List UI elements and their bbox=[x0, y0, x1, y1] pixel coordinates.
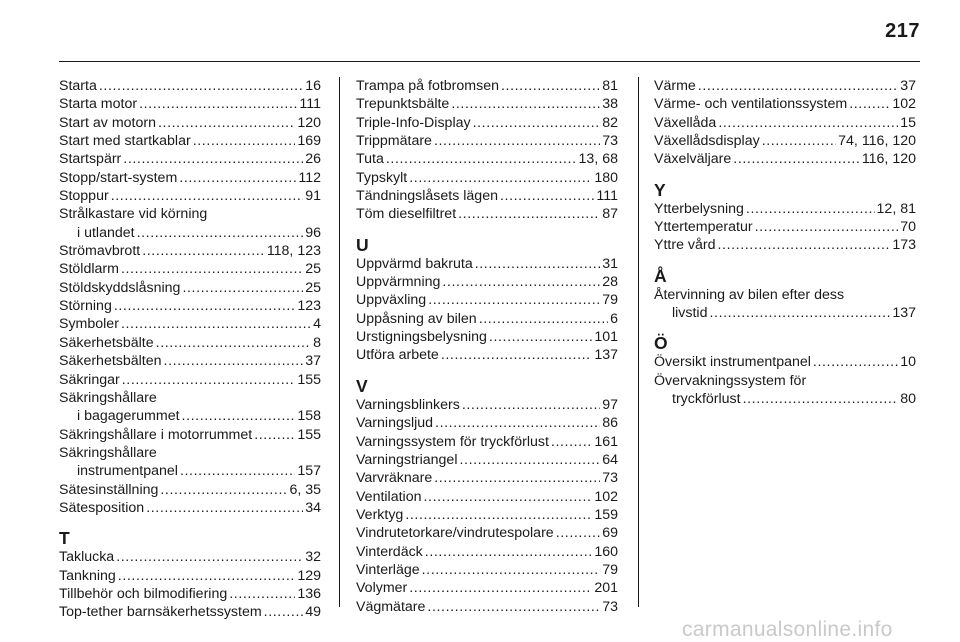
index-entry-label: Volymer bbox=[356, 580, 408, 597]
header-rule bbox=[59, 61, 920, 62]
index-entry bbox=[356, 506, 618, 524]
dot-leader bbox=[160, 481, 287, 499]
index-entry-label: Uppvärmning bbox=[356, 274, 441, 291]
index-entry bbox=[356, 95, 618, 113]
index-entry-label: Vindrutetorkare/vindrutespolare bbox=[356, 525, 554, 542]
dot-leader bbox=[99, 77, 303, 95]
index-entry bbox=[356, 451, 618, 469]
dot-leader bbox=[156, 334, 311, 352]
dot-leader bbox=[409, 579, 592, 597]
index-entry-page: 26 bbox=[305, 151, 321, 168]
index-entry-page: 137 bbox=[594, 347, 618, 364]
index-entry bbox=[356, 132, 618, 150]
index-entry bbox=[59, 603, 321, 621]
dot-leader bbox=[500, 187, 594, 205]
index-entry bbox=[356, 469, 618, 487]
index-entry-page: 10 bbox=[900, 354, 916, 371]
index-entry-label: Utföra arbete bbox=[356, 347, 439, 364]
index-entry-page: 87 bbox=[602, 206, 618, 223]
index-entry bbox=[59, 352, 321, 370]
index-entry-heading: Säkringshållare bbox=[59, 444, 157, 461]
index-entry-label: Tuta bbox=[356, 151, 384, 168]
index-entry-label: tryckförlust bbox=[672, 391, 741, 408]
dot-leader bbox=[428, 291, 600, 309]
index-entry-page: 12, 81 bbox=[876, 200, 916, 217]
index-entry-label: Växellådsdisplay bbox=[654, 133, 760, 150]
index-entry-label: Symboler bbox=[59, 316, 119, 333]
index-entry bbox=[59, 462, 321, 480]
index-entry bbox=[356, 433, 618, 451]
index-entry-label: Typskylt bbox=[356, 169, 408, 186]
index-entry-page: 6, 35 bbox=[289, 481, 321, 498]
index-entry-label: Start av motorn bbox=[59, 114, 156, 131]
index-entry-page: 69 bbox=[602, 525, 618, 542]
index-entry-page: 34 bbox=[305, 499, 321, 516]
dot-leader bbox=[121, 315, 311, 333]
index-entry-label: Urstigningsbelysning bbox=[356, 329, 487, 346]
index-entry bbox=[654, 218, 916, 236]
index-entry-page: 25 bbox=[305, 279, 321, 296]
index-entry-label: Trepunktsbälte bbox=[356, 96, 450, 113]
dot-leader bbox=[179, 169, 296, 187]
index-entry-label: i utlandet bbox=[77, 224, 135, 241]
index-entry bbox=[59, 548, 321, 566]
index-column-3 bbox=[654, 77, 916, 408]
dot-leader bbox=[462, 396, 600, 414]
index-entry-page: 123 bbox=[297, 298, 321, 315]
index-entry-label: instrumentpanel bbox=[77, 463, 178, 480]
index-entry bbox=[356, 579, 618, 597]
dot-leader bbox=[451, 95, 600, 113]
index-entry-label: Vinterdäck bbox=[356, 543, 423, 560]
index-entry-label: Säkringar bbox=[59, 371, 120, 388]
index-entry-page: 73 bbox=[602, 470, 618, 487]
index-entry bbox=[356, 291, 618, 309]
dot-leader bbox=[459, 451, 600, 469]
index-entry bbox=[356, 346, 618, 364]
index-entry-label: Start med startkablar bbox=[59, 133, 191, 150]
index-entry-page: 102 bbox=[892, 96, 916, 113]
index-entry-heading: Säkringshållare bbox=[59, 389, 157, 406]
index-entry-page: 37 bbox=[305, 353, 321, 370]
dot-leader bbox=[813, 353, 898, 371]
index-entry-page: 32 bbox=[305, 549, 321, 566]
dot-leader bbox=[114, 297, 295, 315]
index-entry-label: Strömavbrott bbox=[59, 243, 141, 260]
dot-leader bbox=[123, 150, 303, 168]
index-entry bbox=[356, 414, 618, 432]
index-entry-page: 96 bbox=[305, 224, 321, 241]
index-entry bbox=[654, 132, 916, 150]
index-entry-label: Vinterläge bbox=[356, 561, 420, 578]
index-entry-label: Tankning bbox=[59, 567, 116, 584]
index-entry bbox=[59, 150, 321, 168]
index-entry bbox=[59, 585, 321, 603]
index-entry-page: 79 bbox=[602, 292, 618, 309]
dot-leader bbox=[229, 585, 295, 603]
index-entry-page: 169 bbox=[297, 133, 321, 150]
index-entry-page: 64 bbox=[602, 451, 618, 468]
index-entry bbox=[59, 260, 321, 278]
index-entry-page: 81 bbox=[602, 78, 618, 94]
column-divider bbox=[339, 77, 340, 607]
dot-leader bbox=[709, 304, 890, 322]
dot-leader bbox=[441, 346, 593, 364]
index-entry-page: 28 bbox=[602, 274, 618, 291]
column-divider bbox=[638, 77, 639, 607]
index-entry-label: Översikt instrumentpanel bbox=[654, 354, 811, 371]
dot-leader bbox=[158, 114, 295, 132]
index-entry-label: Stöldlarm bbox=[59, 261, 119, 278]
index-entry bbox=[59, 499, 321, 517]
index-entry-page: 49 bbox=[305, 604, 321, 621]
index-entry-page: 155 bbox=[297, 371, 321, 388]
dot-leader bbox=[111, 187, 304, 205]
index-entry bbox=[356, 524, 618, 542]
dot-leader bbox=[489, 328, 592, 346]
index-entry-label: Varningsblinkers bbox=[356, 396, 460, 413]
dot-leader bbox=[556, 524, 601, 542]
index-entry-heading: Strålkastare vid körning bbox=[59, 206, 208, 223]
index-entry-page: 79 bbox=[602, 561, 618, 578]
index-entry-page: 111 bbox=[596, 188, 618, 205]
dot-leader bbox=[442, 273, 600, 291]
index-entry-label: Säkerhetsbälte bbox=[59, 334, 154, 351]
index-entry-label: Varningstriangel bbox=[356, 451, 458, 468]
index-entry-label: Stoppur bbox=[59, 188, 109, 205]
dot-leader bbox=[118, 567, 296, 585]
index-entry-label: Tillbehör och bilmodifiering bbox=[59, 585, 228, 602]
index-entry-page: 129 bbox=[297, 567, 321, 584]
index-entry bbox=[356, 77, 618, 95]
index-entry-label: livstid bbox=[672, 305, 708, 322]
index-entry-page: 136 bbox=[297, 585, 321, 602]
dot-leader bbox=[473, 114, 601, 132]
index-entry-label: Ytterbelysning bbox=[654, 200, 744, 217]
index-entry bbox=[59, 279, 321, 297]
index-entry bbox=[59, 77, 321, 95]
index-entry bbox=[356, 150, 618, 168]
index-entry bbox=[356, 114, 618, 132]
index-entry-page: 158 bbox=[297, 408, 321, 425]
index-entry-label: Värme- och ventilationssystem bbox=[654, 96, 848, 113]
dot-leader bbox=[733, 150, 860, 168]
index-entry bbox=[59, 132, 321, 150]
dot-leader bbox=[501, 77, 600, 95]
index-entry-page: 180 bbox=[594, 169, 618, 186]
index-entry-page: 157 bbox=[297, 463, 321, 480]
index-entry-page: 111 bbox=[299, 96, 321, 113]
index-entry-label: Stöldskyddslåsning bbox=[59, 279, 181, 296]
dot-leader bbox=[386, 150, 577, 168]
index-entry bbox=[356, 187, 618, 205]
dot-leader bbox=[755, 218, 899, 236]
index-entry-label: Uppvärmd bakruta bbox=[356, 255, 473, 272]
index-entry-page: 201 bbox=[594, 580, 618, 597]
index-entry bbox=[356, 598, 618, 616]
index-entry-page: 16 bbox=[305, 78, 321, 94]
index-entry-page: 13, 68 bbox=[578, 151, 618, 168]
index-entry-page: 161 bbox=[594, 433, 618, 450]
section-letter: Y bbox=[654, 179, 666, 200]
dot-leader bbox=[743, 390, 899, 408]
section-letter: U bbox=[356, 234, 369, 255]
index-entry-label: Starta bbox=[59, 78, 97, 94]
index-entry-label: Trampa på fotbromsen bbox=[356, 78, 499, 94]
dot-leader bbox=[434, 469, 600, 487]
index-column-1 bbox=[59, 77, 321, 622]
dot-leader bbox=[551, 433, 592, 451]
index-entry bbox=[356, 255, 618, 273]
index-entry-label: Växellåda bbox=[654, 114, 717, 131]
dot-leader bbox=[193, 132, 296, 150]
index-entry-page: 80 bbox=[900, 391, 916, 408]
dot-leader bbox=[425, 543, 593, 561]
index-entry-label: Säkerhetsbälten bbox=[59, 353, 162, 370]
dot-leader bbox=[122, 371, 296, 389]
dot-leader bbox=[180, 462, 295, 480]
index-entry-label: Sätesinställning bbox=[59, 481, 159, 498]
index-entry bbox=[654, 236, 916, 254]
index-entry-page: 86 bbox=[602, 415, 618, 432]
index-entry-page: 38 bbox=[602, 96, 618, 113]
index-entry-page: 6 bbox=[610, 310, 618, 327]
dot-leader bbox=[458, 205, 600, 223]
index-entry-label: Starta motor bbox=[59, 96, 138, 113]
index-entry bbox=[59, 224, 321, 242]
index-entry bbox=[59, 334, 321, 352]
index-entry-page: 31 bbox=[602, 255, 618, 272]
index-entry bbox=[59, 169, 321, 187]
index-entry-label: Tändningslåsets lägen bbox=[356, 188, 498, 205]
section-letter: T bbox=[59, 528, 70, 549]
index-entry-label: Trippmätare bbox=[356, 133, 432, 150]
index-entry-page: 15 bbox=[900, 114, 916, 131]
dot-leader bbox=[746, 200, 875, 218]
index-entry bbox=[654, 95, 916, 113]
index-entry-page: 159 bbox=[594, 506, 618, 523]
index-entry-page: 173 bbox=[892, 237, 916, 254]
index-entry-label: Störning bbox=[59, 298, 112, 315]
dot-leader bbox=[422, 561, 601, 579]
index-entry-page: 118, 123 bbox=[266, 243, 321, 260]
index-entry bbox=[59, 187, 321, 205]
dot-leader bbox=[435, 414, 600, 432]
dot-leader bbox=[121, 260, 303, 278]
index-entry bbox=[654, 150, 916, 168]
index-entry-label: Töm dieselfiltret bbox=[356, 206, 457, 223]
index-entry-label: Växelväljare bbox=[654, 151, 732, 168]
page-number: 217 bbox=[885, 20, 920, 42]
index-entry-page: 120 bbox=[297, 114, 321, 131]
index-entry-label: Säkringshållare i motorrummet bbox=[59, 426, 253, 443]
index-entry bbox=[654, 114, 916, 132]
dot-leader bbox=[182, 407, 296, 425]
index-entry bbox=[356, 543, 618, 561]
index-entry-label: Taklucka bbox=[59, 549, 115, 566]
index-entry bbox=[356, 396, 618, 414]
dot-leader bbox=[762, 132, 836, 150]
index-entry-label: Uppväxling bbox=[356, 292, 427, 309]
index-entry bbox=[356, 205, 618, 223]
index-entry-page: 102 bbox=[594, 488, 618, 505]
section-letter: V bbox=[356, 375, 368, 396]
index-entry-label: Varvräknare bbox=[356, 470, 433, 487]
index-entry-page: 4 bbox=[313, 316, 321, 333]
index-entry-heading: Övervakningssystem för bbox=[654, 372, 807, 389]
index-entry-label: i bagagerummet bbox=[77, 408, 180, 425]
index-entry bbox=[59, 297, 321, 315]
index-entry bbox=[654, 77, 916, 95]
index-entry bbox=[59, 95, 321, 113]
index-entry bbox=[59, 407, 321, 425]
index-entry bbox=[59, 481, 321, 499]
index-entry-page: 101 bbox=[594, 329, 618, 346]
dot-leader bbox=[718, 236, 891, 254]
watermark: carmanualsonline.info bbox=[682, 618, 893, 641]
index-entry-label: Ventilation bbox=[356, 488, 422, 505]
dot-leader bbox=[849, 95, 890, 113]
dot-leader bbox=[139, 95, 297, 113]
index-entry bbox=[356, 561, 618, 579]
index-entry-page: 25 bbox=[305, 261, 321, 278]
index-entry-page: 155 bbox=[297, 426, 321, 443]
index-entry-heading: Återvinning av bilen efter dess bbox=[654, 286, 845, 303]
dot-leader bbox=[698, 77, 898, 95]
dot-leader bbox=[142, 242, 265, 260]
index-entry bbox=[356, 328, 618, 346]
index-entry-label: Top-tether barnsäkerhetssystem bbox=[59, 604, 262, 621]
dot-leader bbox=[146, 499, 303, 517]
dot-leader bbox=[475, 255, 601, 273]
dot-leader bbox=[254, 426, 295, 444]
index-entry bbox=[59, 567, 321, 585]
dot-leader bbox=[405, 506, 592, 524]
index-entry bbox=[59, 371, 321, 389]
index-entry-page: 137 bbox=[892, 305, 916, 322]
index-entry bbox=[356, 310, 618, 328]
index-entry-label: Verktyg bbox=[356, 506, 404, 523]
index-entry bbox=[59, 315, 321, 333]
index-entry-page: 73 bbox=[602, 598, 618, 615]
index-entry bbox=[654, 353, 916, 371]
dot-leader bbox=[479, 310, 608, 328]
index-entry-label: Stopp/start-system bbox=[59, 169, 178, 186]
index-entry-label: Startspärr bbox=[59, 151, 122, 168]
dot-leader bbox=[423, 488, 592, 506]
index-entry-page: 70 bbox=[900, 219, 916, 236]
dot-leader bbox=[427, 598, 600, 616]
dot-leader bbox=[137, 224, 304, 242]
index-entry-page: 91 bbox=[305, 188, 321, 205]
index-entry bbox=[654, 390, 916, 408]
index-entry bbox=[59, 242, 321, 260]
index-entry bbox=[59, 114, 321, 132]
index-entry bbox=[356, 169, 618, 187]
dot-leader bbox=[409, 169, 592, 187]
index-entry-page: 97 bbox=[602, 396, 618, 413]
index-entry-label: Yttre vård bbox=[654, 237, 716, 254]
index-entry-label: Sätesposition bbox=[59, 499, 145, 516]
dot-leader bbox=[434, 132, 600, 150]
index-entry-page: 73 bbox=[602, 133, 618, 150]
index-entry-page: 112 bbox=[298, 169, 321, 186]
index-entry-label: Värme bbox=[654, 78, 696, 94]
section-letter: Ö bbox=[654, 333, 668, 354]
index-entry-page: 82 bbox=[602, 114, 618, 131]
index-entry-label: Uppåsning av bilen bbox=[356, 310, 477, 327]
index-column-2 bbox=[356, 77, 618, 616]
index-entry-page: 116, 120 bbox=[861, 151, 916, 168]
index-entry bbox=[654, 304, 916, 322]
dot-leader bbox=[164, 352, 304, 370]
index-entry bbox=[59, 426, 321, 444]
index-entry bbox=[654, 200, 916, 218]
index-entry-label: Triple-Info-Display bbox=[356, 114, 471, 131]
dot-leader bbox=[116, 548, 303, 566]
index-entry bbox=[356, 273, 618, 291]
index-entry-label: Varningsljud bbox=[356, 415, 434, 432]
dot-leader bbox=[182, 279, 303, 297]
index-entry-label: Varningssystem för tryckförlust bbox=[356, 433, 549, 450]
index-entry bbox=[356, 488, 618, 506]
index-entry-page: 74, 116, 120 bbox=[838, 133, 916, 150]
index-entry-label: Vägmätare bbox=[356, 598, 426, 615]
section-letter: Å bbox=[654, 265, 667, 286]
index-entry-page: 8 bbox=[313, 334, 321, 351]
dot-leader bbox=[718, 114, 898, 132]
dot-leader bbox=[264, 603, 304, 621]
index-entry-page: 160 bbox=[594, 543, 618, 560]
index-entry-page: 37 bbox=[900, 78, 916, 94]
index-entry-label: Yttertemperatur bbox=[654, 219, 753, 236]
